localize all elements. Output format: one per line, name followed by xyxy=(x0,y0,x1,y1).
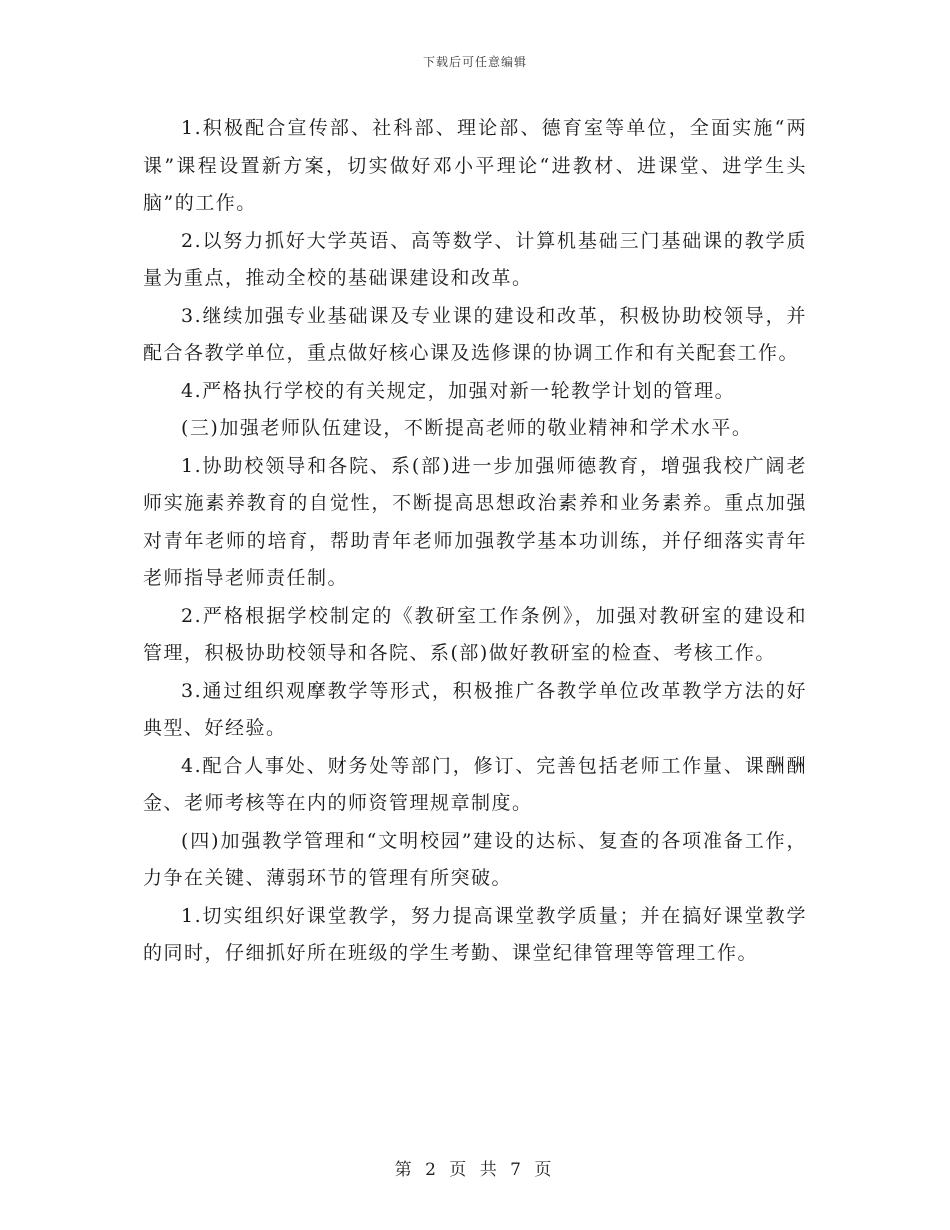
page-footer: 第 2 页 共 7 页 xyxy=(394,1160,556,1180)
paragraph-3: 3.继续加强专业基础课及专业课的建设和改革，积极协助校领导，并配合各教学单位，重点做好核心课及选修课的协调工作和有关配套工作。 xyxy=(143,304,807,364)
paragraph-2: 2.以努力抓好大学英语、高等数学、计算机基础三门基础课的教学质量为重点，推动全校的基础课建设和改革。 xyxy=(143,229,807,289)
paragraph-8: 4.配合人事处、财务处等部门，修订、完善包括老师工作量、课酬酬金、老师考核等在内的师资管理规章制度。 xyxy=(143,754,807,814)
paragraph-6: 2.严格根据学校制定的《教研室工作条例》，加强对教研室的建设和管理，积极协助校领导和各院、系(部)做好教研室的检查、考核工作。 xyxy=(143,604,807,664)
paragraph-7: 3.通过组织观摩教学等形式，积极推广各教学单位改革教学方法的好典型、好经验。 xyxy=(143,679,807,739)
paragraph-5: 1.协助校领导和各院、系(部)进一步加强师德教育，增强我校广阔老师实施素养教育的自觉性，不断提高思想政治素养和业务素养。重点加强对青年老师的培育，帮助青年老师加强教学基本功训练，并仔细落实青年老师指导老师责任制。 xyxy=(143,454,807,589)
section-heading-4: (四)加强教学管理和“文明校园”建设的达标、复查的各项准备工作，力争在关键、薄弱环节的管理有所突破。 xyxy=(143,829,807,889)
paragraph-9: 1.切实组织好课堂教学，努力提高课堂教学质量；并在搞好课堂教学的同时，仔细抓好所在班级的学生考勤、课堂纪律管理等管理工作。 xyxy=(143,904,807,964)
section-heading-3: (三)加强老师队伍建设，不断提高老师的敬业精神和学术水平。 xyxy=(181,417,753,439)
page-header: 下载后可任意编辑 xyxy=(422,55,527,69)
paragraph-4: 4.严格执行学校的有关规定，加强对新一轮教学计划的管理。 xyxy=(181,379,736,402)
paragraph-1: 1.积极配合宣传部、社科部、理论部、德育室等单位，全面实施“两课”课程设置新方案，切实做好邓小平理论“进教材、进课堂、进学生头脑”的工作。 xyxy=(143,117,807,214)
document-body xyxy=(143,110,807,973)
